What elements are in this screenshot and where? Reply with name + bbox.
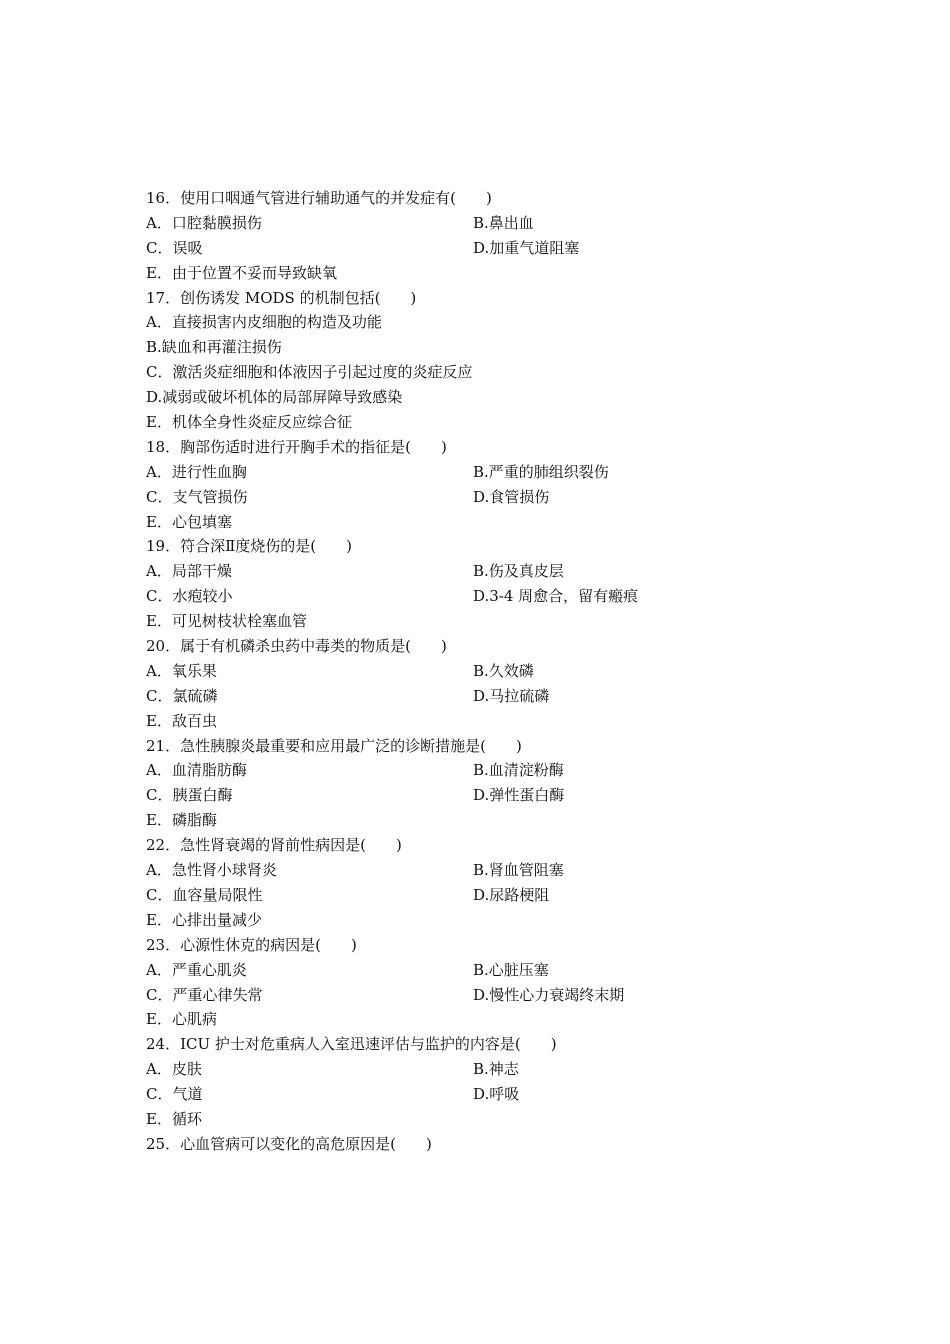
option-row bbox=[146, 858, 826, 883]
option-left: C．水疱较小 bbox=[146, 587, 233, 606]
option-right: B.鼻出血 bbox=[473, 213, 534, 232]
option-row bbox=[146, 460, 826, 485]
question-text: 24．ICU 护士对危重病人入室迅速评估与监护的内容是( ) bbox=[146, 1035, 557, 1054]
question-text: 18．胸部伤适时进行开胸手术的指征是( ) bbox=[146, 437, 447, 456]
option-text: D.减弱或破坏机体的局部屏障导致感染 bbox=[146, 388, 403, 407]
option-text: C．激活炎症细胞和体液因子引起过度的炎症反应 bbox=[146, 363, 473, 382]
option-text: E．心包填塞 bbox=[146, 512, 232, 531]
option-left: A．血清脂肪酶 bbox=[146, 761, 247, 780]
option-text: B.缺血和再灌注损伤 bbox=[146, 338, 282, 357]
option-right: B.久效磷 bbox=[473, 661, 534, 680]
option-right: D.弹性蛋白酶 bbox=[473, 786, 565, 805]
option-left: C．血容量局限性 bbox=[146, 885, 263, 904]
option-left: C．支气管损伤 bbox=[146, 487, 248, 506]
option-left: A．进行性血胸 bbox=[146, 462, 247, 481]
option-row bbox=[146, 758, 826, 783]
option-text: E．机体全身性炎症反应综合征 bbox=[146, 413, 352, 432]
option-left: C．氯硫磷 bbox=[146, 686, 218, 705]
option-row bbox=[146, 559, 826, 584]
option-right: B.严重的肺组织裂伤 bbox=[473, 462, 609, 481]
option-right: D.慢性心力衰竭终末期 bbox=[473, 985, 625, 1004]
option-row bbox=[146, 211, 826, 236]
option-left: A．氧乐果 bbox=[146, 661, 217, 680]
option-left: C．严重心律失常 bbox=[146, 985, 263, 1004]
option-right: B.心脏压塞 bbox=[473, 960, 549, 979]
option-left: A．皮肤 bbox=[146, 1060, 202, 1079]
option-left: A．急性肾小球肾炎 bbox=[146, 861, 277, 880]
option-row bbox=[146, 983, 826, 1008]
option-right: D.3-4 周愈合，留有瘢痕 bbox=[473, 587, 639, 606]
option-text: E．心肌病 bbox=[146, 1010, 217, 1029]
option-row bbox=[146, 584, 826, 609]
option-left: A．严重心肌炎 bbox=[146, 960, 247, 979]
option-row bbox=[146, 1082, 826, 1107]
option-right: D.呼吸 bbox=[473, 1085, 520, 1104]
option-right: B.神志 bbox=[473, 1060, 519, 1079]
option-row bbox=[146, 958, 826, 983]
option-right: D.加重气道阻塞 bbox=[473, 238, 580, 257]
question-text: 23．心源性休克的病因是( ) bbox=[146, 935, 357, 954]
option-right: B.肾血管阻塞 bbox=[473, 861, 564, 880]
option-text: E．心排出量减少 bbox=[146, 910, 262, 929]
option-row bbox=[146, 883, 826, 908]
option-left: C．气道 bbox=[146, 1085, 203, 1104]
question-text: 21．急性胰腺炎最重要和应用最广泛的诊断措施是( ) bbox=[146, 736, 522, 755]
option-row bbox=[146, 659, 826, 684]
option-row bbox=[146, 684, 826, 709]
option-row bbox=[146, 236, 826, 261]
question-text: 19．符合深Ⅱ度烧伤的是( ) bbox=[146, 537, 352, 556]
option-right: B.伤及真皮层 bbox=[473, 562, 564, 581]
option-right: B.血清淀粉酶 bbox=[473, 761, 564, 780]
question-text: 25．心血管病可以变化的高危原因是( ) bbox=[146, 1134, 432, 1153]
option-left: C．误吸 bbox=[146, 238, 203, 257]
option-text: E．磷脂酶 bbox=[146, 811, 217, 830]
question-text: 20．属于有机磷杀虫药中毒类的物质是( ) bbox=[146, 637, 447, 656]
question-text: 16．使用口咽通气管进行辅助通气的并发症有( ) bbox=[146, 189, 492, 207]
option-right: D.马拉硫磷 bbox=[473, 686, 550, 705]
option-text: E．可见树枝状栓塞血管 bbox=[146, 612, 307, 631]
option-left: C．胰蛋白酶 bbox=[146, 786, 233, 805]
option-row bbox=[146, 1057, 826, 1082]
option-text: E．敌百虫 bbox=[146, 711, 217, 730]
option-left: A．局部干燥 bbox=[146, 562, 232, 581]
option-row bbox=[146, 485, 826, 510]
option-text: E．由于位置不妥而导致缺氧 bbox=[146, 263, 337, 282]
option-left: A．口腔黏膜损伤 bbox=[146, 213, 262, 232]
question-text: 22．急性肾衰竭的肾前性病因是( ) bbox=[146, 836, 402, 855]
option-right: D.食管损伤 bbox=[473, 487, 550, 506]
option-right: D.尿路梗阻 bbox=[473, 885, 550, 904]
option-text: E．循环 bbox=[146, 1109, 202, 1128]
option-row bbox=[146, 783, 826, 808]
question-text: 17．创伤诱发 MODS 的机制包括( ) bbox=[146, 288, 417, 307]
option-text: A．直接损害内皮细胞的构造及功能 bbox=[146, 313, 382, 332]
question-page bbox=[146, 186, 826, 1157]
